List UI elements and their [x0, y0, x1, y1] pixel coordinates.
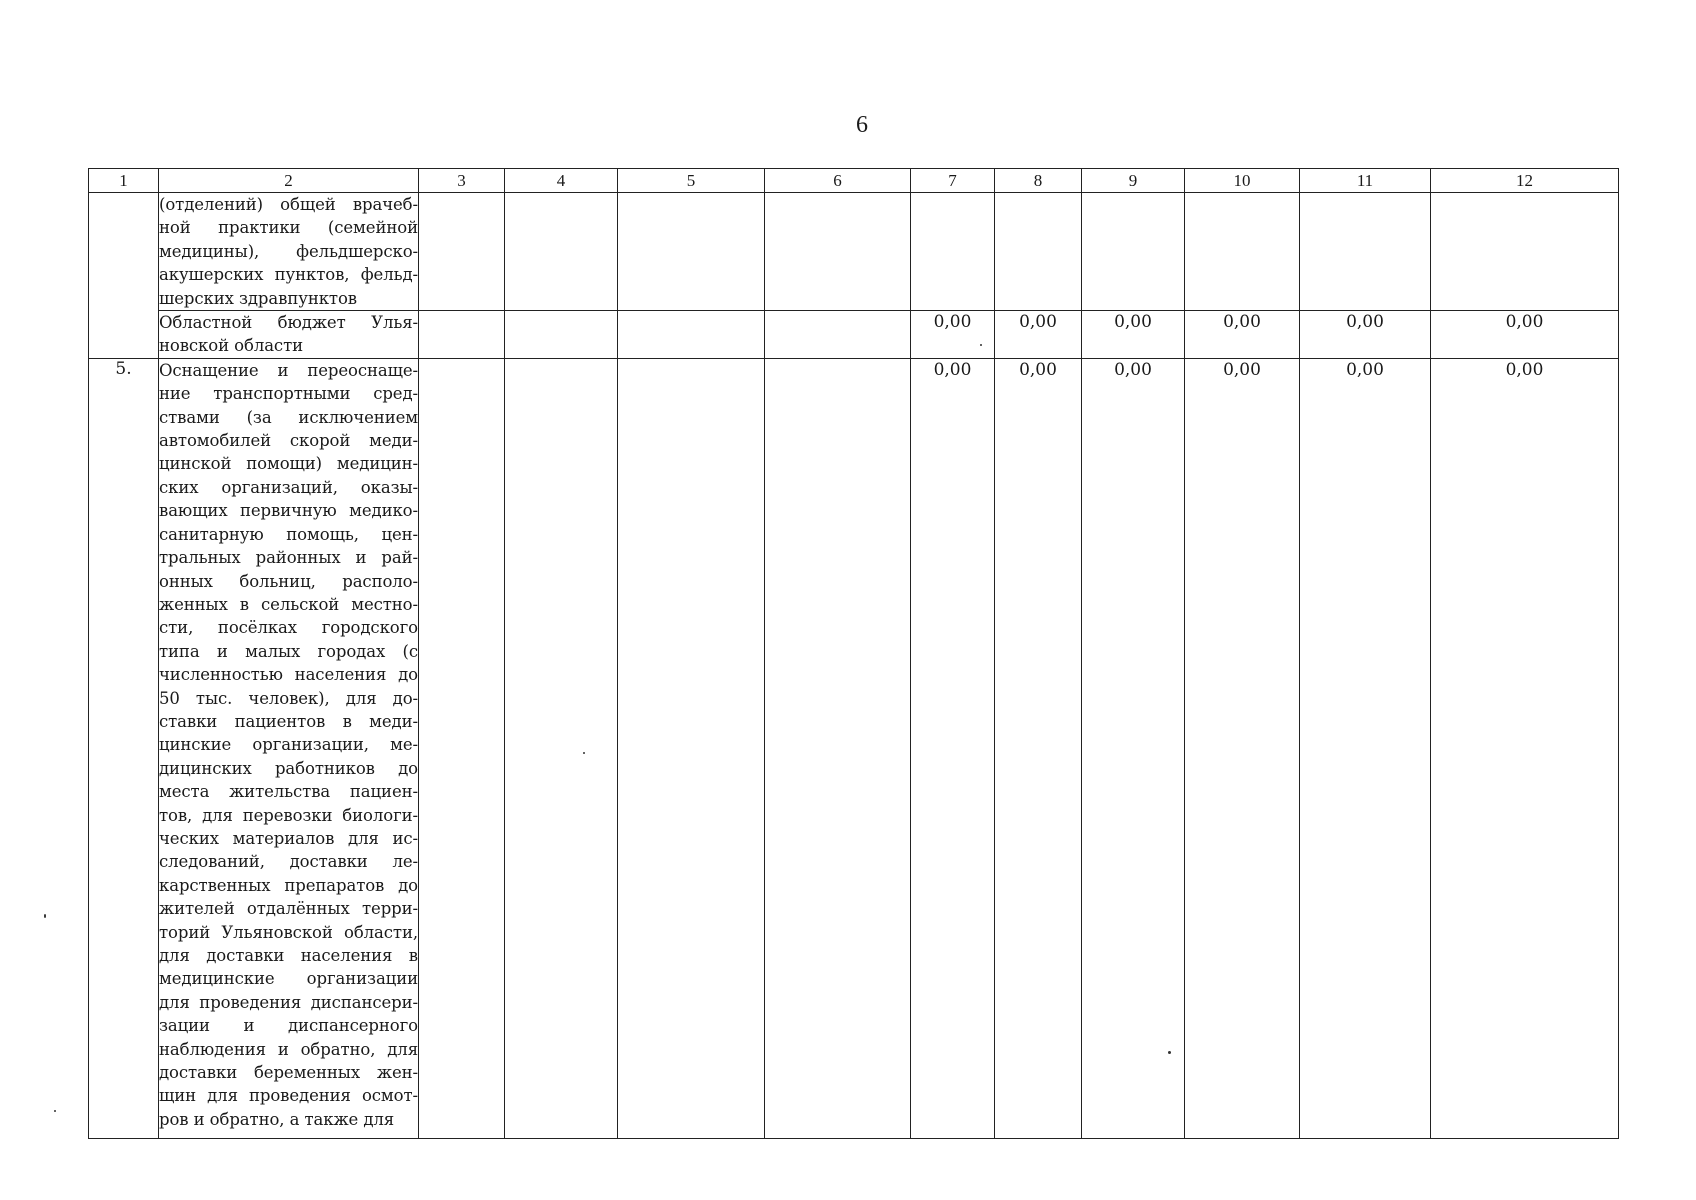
cell: [618, 311, 765, 359]
description-line: санитарную помощь, цен-: [159, 524, 418, 544]
cell: 0,00: [1300, 358, 1431, 1138]
cell: [1300, 193, 1431, 311]
page-number: 6: [856, 112, 868, 138]
description-line: 50 тыс. человек), для до-: [159, 688, 418, 708]
cell: [1082, 193, 1185, 311]
cell: 0,00: [1300, 311, 1431, 359]
description-line: дицинских работников до: [159, 758, 418, 778]
cell: [1185, 193, 1300, 311]
cell: [995, 193, 1082, 311]
col-header: 10: [1185, 169, 1300, 193]
col-header: 12: [1431, 169, 1619, 193]
description-line: типа и малых городах (с: [159, 641, 418, 661]
description-line: женных в сельской местно-: [159, 594, 418, 614]
description-line: автомобилей скорой меди-: [159, 431, 418, 451]
scan-speck: [44, 914, 46, 918]
row-description: [159, 358, 419, 1138]
description-line: Областной бюджет Улья-: [159, 313, 418, 333]
cell: 0,00: [911, 358, 995, 1138]
cell: 0,00: [911, 311, 995, 359]
cell: [911, 193, 995, 311]
description-line: медицины), фельдшерско-: [159, 241, 418, 261]
description-line: следований, доставки ле-: [159, 852, 418, 872]
cell: [419, 358, 505, 1138]
description-line: цинской помощи) медицин-: [159, 454, 418, 474]
description-line: (отделений) общей врачеб-: [159, 195, 418, 214]
description-line: новской области: [159, 336, 304, 356]
description-line: наблюдения и обратно, для: [159, 1039, 418, 1059]
cell: [618, 193, 765, 311]
col-header: 4: [505, 169, 618, 193]
description-line: ставки пациентов в меди-: [159, 711, 418, 731]
description-line: для проведения диспансери-: [159, 992, 418, 1012]
cell: [765, 193, 911, 311]
cell: 0,00: [1082, 311, 1185, 359]
description-line: тов, для перевозки биологи-: [159, 805, 418, 825]
description-line: шерских здравпунктов: [159, 288, 357, 308]
cell: [765, 311, 911, 359]
cell: [505, 193, 618, 311]
description-line: акушерских пунктов, фельд-: [159, 265, 418, 285]
description-line: ских организаций, оказы-: [159, 477, 418, 497]
table-row: [89, 358, 1619, 1138]
col-header: 1: [89, 169, 159, 193]
description-line: сти, посёлках городского: [159, 618, 418, 638]
cell: [618, 358, 765, 1138]
col-header: 9: [1082, 169, 1185, 193]
scan-speck: [980, 344, 982, 346]
description-line: доставки беременных жен-: [159, 1063, 418, 1083]
cell: [419, 311, 505, 359]
scan-speck: [583, 752, 585, 754]
description-line: медицинские организации: [159, 969, 418, 989]
description-line: щин для проведения осмот-: [159, 1086, 418, 1106]
description-line: места жительства пациен-: [159, 782, 418, 802]
cell: [419, 193, 505, 311]
description-line: ческих материалов для ис-: [159, 828, 418, 848]
row-description: [159, 311, 419, 359]
description-line: численностью населения до: [159, 665, 418, 685]
description-line: карственных препаратов до: [159, 875, 418, 895]
col-header: 2: [159, 169, 419, 193]
description-line: цинские организации, ме-: [159, 735, 418, 755]
cell: [505, 311, 618, 359]
row-description: [159, 193, 419, 311]
scan-speck: [1168, 1051, 1171, 1054]
column-number-header: [89, 169, 1619, 193]
description-line: жителей отдалённых терри-: [159, 899, 418, 919]
cell: 0,00: [1185, 311, 1300, 359]
col-header: 8: [995, 169, 1082, 193]
description-line: торий Ульяновской области,: [159, 922, 418, 942]
description-line: ствами (за исключением: [159, 407, 418, 427]
cell: [1431, 193, 1619, 311]
cell: 0,00: [1082, 358, 1185, 1138]
col-header: 3: [419, 169, 505, 193]
table-row: [89, 311, 1619, 359]
col-header: 7: [911, 169, 995, 193]
col-header: 11: [1300, 169, 1431, 193]
col-header: 5: [618, 169, 765, 193]
description-line: тральных районных и рай-: [159, 548, 418, 568]
row-number: 5.: [89, 358, 159, 1138]
cell: [765, 358, 911, 1138]
description-line: ние транспортными сред-: [159, 384, 418, 404]
description-line: для доставки населения в: [159, 946, 418, 965]
budget-table: [88, 168, 1619, 1139]
cell: 0,00: [1431, 311, 1619, 359]
col-header: 6: [765, 169, 911, 193]
description-line: ров и обратно, а также для: [159, 1109, 395, 1129]
description-line: онных больниц, располо-: [159, 571, 418, 591]
scan-speck: [54, 1110, 56, 1112]
description-line: зации и диспансерного: [159, 1016, 418, 1036]
cell: 0,00: [995, 311, 1082, 359]
description-line: вающих первичную медико-: [159, 501, 418, 521]
cell: [505, 358, 618, 1138]
cell: 0,00: [1185, 358, 1300, 1138]
description-line: Оснащение и переоснаще-: [159, 360, 418, 380]
cell: 0,00: [995, 358, 1082, 1138]
description-line: ной практики (семейной: [159, 218, 418, 238]
row-number: [89, 193, 159, 359]
cell: 0,00: [1431, 358, 1619, 1138]
table-row: [89, 193, 1619, 311]
